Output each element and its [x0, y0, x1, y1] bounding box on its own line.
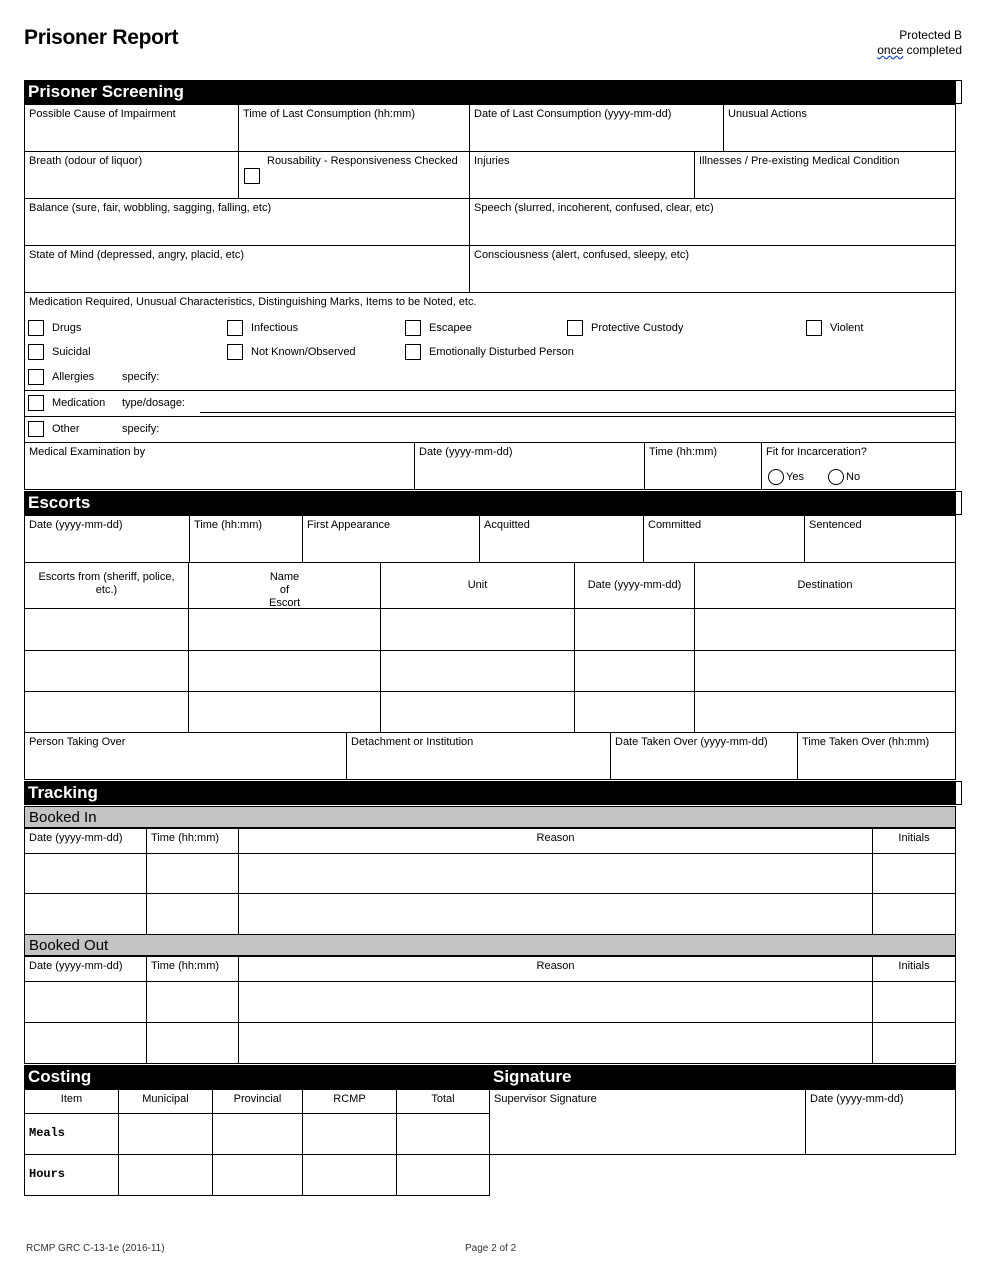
date-last-consumption-field[interactable]: Date of Last Consumption (yyyy-mm-dd)	[469, 104, 724, 152]
table-cell[interactable]	[24, 608, 189, 651]
sentenced-field[interactable]: Sentenced	[804, 515, 956, 563]
escort-date-field[interactable]: Date (yyyy-mm-dd)	[24, 515, 190, 563]
col-date: Date (yyyy-mm-dd)	[574, 562, 695, 609]
col-item: Item	[24, 1089, 119, 1114]
infectious-checkbox[interactable]	[227, 320, 243, 336]
row-hours-label: Hours	[24, 1154, 119, 1196]
section-header-screening: Prisoner Screening	[24, 80, 956, 104]
consciousness-field[interactable]: Consciousness (alert, confused, sleepy, etc)	[469, 245, 956, 293]
table-cell[interactable]	[146, 981, 239, 1023]
allergies-specify-label: specify:	[122, 371, 160, 383]
impairment-cause-field[interactable]: Possible Cause of Impairment	[24, 104, 239, 152]
medication-label: Medication	[52, 397, 106, 409]
table-cell[interactable]	[302, 1113, 397, 1155]
rousability-field: Rousability - Responsiveness Checked	[238, 151, 470, 199]
drugs-label: Drugs	[52, 322, 82, 334]
table-cell[interactable]	[146, 893, 239, 935]
page-number: Page 2 of 2	[465, 1243, 517, 1254]
col-date: Date (yyyy-mm-dd)	[24, 828, 147, 854]
protective-custody-checkbox[interactable]	[567, 320, 583, 336]
section-header-escorts: Escorts	[24, 491, 956, 515]
table-cell[interactable]	[238, 1022, 873, 1064]
section-header-end	[956, 80, 962, 104]
table-cell[interactable]	[396, 1154, 490, 1196]
table-cell[interactable]	[302, 1154, 397, 1196]
table-cell[interactable]	[574, 650, 695, 692]
illnesses-field[interactable]: Illnesses / Pre-existing Medical Condition	[694, 151, 956, 199]
table-cell[interactable]	[238, 853, 873, 894]
rousability-checkbox[interactable]	[244, 168, 260, 184]
table-cell[interactable]	[188, 650, 381, 692]
col-provincial: Provincial	[212, 1089, 303, 1114]
table-cell[interactable]	[694, 608, 956, 651]
divider	[24, 416, 956, 417]
medication-type-label: type/dosage:	[122, 397, 185, 409]
col-name-of-escort: Name of Escort	[188, 562, 381, 609]
unusual-actions-field[interactable]: Unusual Actions	[723, 104, 956, 152]
col-municipal: Municipal	[118, 1089, 213, 1114]
medication-type-line[interactable]	[200, 412, 956, 413]
booked-out-header: Booked Out	[24, 934, 956, 956]
table-cell[interactable]	[380, 608, 575, 651]
other-label: Other	[52, 423, 80, 435]
escapee-checkbox[interactable]	[405, 320, 421, 336]
medical-exam-by-field[interactable]: Medical Examination by	[24, 442, 415, 490]
table-cell[interactable]	[118, 1113, 213, 1155]
table-cell[interactable]	[212, 1154, 303, 1196]
medication-characteristics-box	[24, 292, 956, 443]
table-cell[interactable]	[24, 650, 189, 692]
supervisor-signature-field[interactable]: Supervisor Signature	[489, 1089, 806, 1155]
person-taking-over-field[interactable]: Person Taking Over	[24, 732, 347, 780]
detachment-field[interactable]: Detachment or Institution	[346, 732, 611, 780]
not-known-label: Not Known/Observed	[251, 346, 356, 358]
section-header-tracking: Tracking	[24, 781, 956, 805]
medication-heading: Medication Required, Unusual Characteristics, Distinguishing Marks, Items to be Noted, etc.	[29, 296, 477, 308]
acquitted-field[interactable]: Acquitted	[479, 515, 644, 563]
table-cell[interactable]	[396, 1113, 490, 1155]
injuries-field[interactable]: Injuries	[469, 151, 695, 199]
suicidal-checkbox[interactable]	[28, 344, 44, 360]
state-of-mind-field[interactable]: State of Mind (depressed, angry, placid, etc)	[24, 245, 470, 293]
divider	[24, 390, 956, 391]
fit-yes-label: Yes	[786, 471, 804, 483]
table-cell[interactable]	[146, 853, 239, 894]
table-cell[interactable]	[872, 981, 956, 1023]
table-cell[interactable]	[872, 853, 956, 894]
table-cell[interactable]	[24, 1022, 147, 1064]
table-cell[interactable]	[188, 691, 381, 733]
col-reason: Reason	[238, 956, 873, 982]
col-time: Time (hh:mm)	[146, 828, 239, 854]
row-meals-label: Meals	[24, 1113, 119, 1155]
col-escorts-from: Escorts from (sheriff, police, etc.)	[24, 562, 189, 609]
fit-for-incarceration-field: Fit for Incarceration?	[761, 442, 956, 490]
date-taken-over-field[interactable]: Date Taken Over (yyyy-mm-dd)	[610, 732, 798, 780]
table-cell[interactable]	[24, 981, 147, 1023]
allergies-checkbox[interactable]	[28, 369, 44, 385]
drugs-checkbox[interactable]	[28, 320, 44, 336]
table-cell[interactable]	[238, 981, 873, 1023]
other-specify-label: specify:	[122, 423, 160, 435]
table-cell[interactable]	[24, 691, 189, 733]
protective-custody-label: Protective Custody	[591, 322, 684, 334]
table-cell[interactable]	[146, 1022, 239, 1064]
section-header-signature: Signature	[489, 1065, 956, 1089]
balance-field[interactable]: Balance (sure, fair, wobbling, sagging, falling, etc)	[24, 198, 470, 246]
speech-field[interactable]: Speech (slurred, incoherent, confused, clear, etc)	[469, 198, 956, 246]
fit-no-radio[interactable]	[828, 469, 844, 485]
first-appearance-field[interactable]: First Appearance	[302, 515, 480, 563]
suicidal-label: Suicidal	[52, 346, 91, 358]
medication-checkbox[interactable]	[28, 395, 44, 411]
table-cell[interactable]	[380, 691, 575, 733]
table-cell[interactable]	[574, 608, 695, 651]
time-last-consumption-field[interactable]: Time of Last Consumption (hh:mm)	[238, 104, 470, 152]
table-cell[interactable]	[574, 691, 695, 733]
section-header-end	[956, 781, 962, 805]
medical-exam-date-field[interactable]: Date (yyyy-mm-dd)	[414, 442, 645, 490]
table-cell[interactable]	[118, 1154, 213, 1196]
table-cell[interactable]	[694, 650, 956, 692]
fit-no-label: No	[846, 471, 861, 483]
table-cell[interactable]	[24, 853, 147, 894]
infectious-label: Infectious	[251, 322, 299, 334]
table-cell[interactable]	[872, 1022, 956, 1064]
signature-date-field[interactable]: Date (yyyy-mm-dd)	[805, 1089, 956, 1155]
violent-checkbox[interactable]	[806, 320, 822, 336]
fit-yes-radio[interactable]	[768, 469, 784, 485]
allergies-label: Allergies	[52, 371, 95, 383]
form-id: RCMP GRC C-13-1e (2016-11)	[26, 1243, 165, 1254]
not-known-checkbox[interactable]	[227, 344, 243, 360]
breath-field[interactable]: Breath (odour of liquor)	[24, 151, 239, 199]
col-total: Total	[396, 1089, 490, 1114]
col-rcmp: RCMP	[302, 1089, 397, 1114]
committed-field[interactable]: Committed	[643, 515, 805, 563]
emotionally-disturbed-checkbox[interactable]	[405, 344, 421, 360]
col-reason: Reason	[238, 828, 873, 854]
table-cell[interactable]	[238, 893, 873, 935]
table-cell[interactable]	[694, 691, 956, 733]
security-classification: Protected B once completed	[877, 28, 962, 57]
table-cell[interactable]	[872, 893, 956, 935]
col-destination: Destination	[694, 562, 956, 609]
violent-label: Violent	[830, 322, 864, 334]
escapee-label: Escapee	[429, 322, 472, 334]
other-checkbox[interactable]	[28, 421, 44, 437]
col-unit: Unit	[380, 562, 575, 609]
emotionally-disturbed-label: Emotionally Disturbed Person	[429, 346, 574, 358]
section-header-costing: Costing	[24, 1065, 489, 1089]
table-cell[interactable]	[188, 608, 381, 651]
col-date: Date (yyyy-mm-dd)	[24, 956, 147, 982]
col-time: Time (hh:mm)	[146, 956, 239, 982]
table-cell[interactable]	[212, 1113, 303, 1155]
time-taken-over-field[interactable]: Time Taken Over (hh:mm)	[797, 732, 956, 780]
section-header-end	[956, 491, 962, 515]
page-title: Prisoner Report	[24, 26, 179, 49]
table-cell[interactable]	[24, 893, 147, 935]
table-cell[interactable]	[380, 650, 575, 692]
col-initials: Initials	[872, 956, 956, 982]
medical-exam-time-field[interactable]: Time (hh:mm)	[644, 442, 762, 490]
booked-in-header: Booked In	[24, 806, 956, 828]
escort-time-field[interactable]: Time (hh:mm)	[189, 515, 303, 563]
col-initials: Initials	[872, 828, 956, 854]
